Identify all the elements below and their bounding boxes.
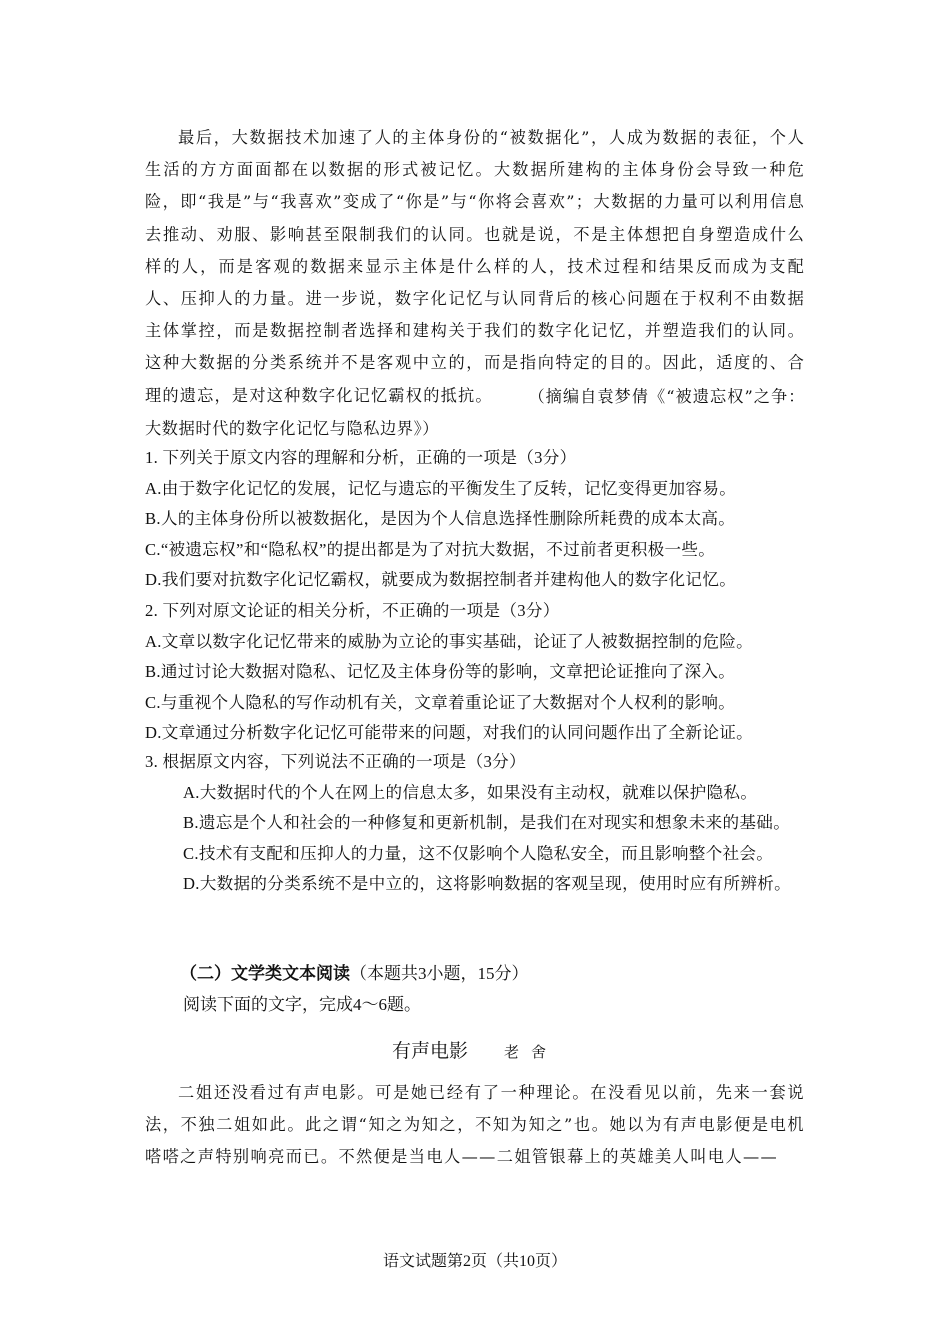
section-heading (180, 959, 529, 989)
question-3 (145, 747, 825, 900)
option-c[interactable]: C.技术有支配和压抑人的力量，这不仅影响个人隐私安全，而且影响整个社会。 (183, 843, 774, 863)
question-stem: 1. 下列关于原文内容的理解和分析，正确的一项是（3分） (145, 448, 577, 467)
question-stem: 2. 下列对原文论证的相关分析，不正确的一项是（3分） (145, 601, 560, 620)
option-c[interactable]: C.“被遗忘权”和“隐私权”的提出都是为了对抗大数据，不过前者更积极一些。 (145, 539, 716, 559)
question-2 (145, 596, 825, 749)
option-b[interactable]: B.人的主体身份所以被数据化，是因为个人信息选择性删除所耗费的成本太高。 (145, 509, 736, 528)
reading-instruction: 阅读下面的文字，完成4～6题。 (183, 995, 421, 1014)
story-title-line (0, 1037, 950, 1068)
option-b[interactable]: B.通过讨论大数据对隐私、记忆及主体身份等的影响，文章把论证推向了深入。 (145, 662, 736, 681)
option-d[interactable]: D.大数据的分类系统不是中立的，这将影响数据的客观呈现，使用时应有所辨析。 (183, 874, 792, 893)
story-paragraph: 二姐还没看过有声电影。可是她已经有了一种理论。在没看见以前，先来一套说法，不独二姐如此。此之谓“知之为知之，不知为知之”也。她以为有声电影便是电机嗒嗒之声特别响亮而已。不然便是当电人——二姐管银幕上的英雄美人叫电人—— (145, 1083, 805, 1167)
story-author: 老舍 (504, 1045, 559, 1061)
page-footer: 语文试题第2页（共10页） (382, 1253, 567, 1270)
option-d[interactable]: D.我们要对抗数字化记忆霸权，就要成为数据控制者并建构他人的数字化记忆。 (145, 570, 737, 589)
passage-citation (145, 381, 805, 445)
option-c[interactable]: C.与重视个人隐私的写作动机有关，文章着重论证了大数据对个人权利的影响。 (145, 692, 736, 712)
passage-paragraph: 最后，大数据技术加速了人的主体身份的“被数据化”，人成为数据的表征，个人生活的方方面面都在以数据的形式被记忆。大数据所建构的主体身份会导致一种危险，即“我是”与“我喜欢”变成了“你是”与“你将会喜欢”；大数据的力量可以利用信息去推动、劝服、影响甚至限制我们的认同。也就是说，不是主体想把自身塑造成什么样的人，而是客观的数据来显示主体是什么样的人，技术过程和结果反而成为支配人、压抑人的力量。进一步说，数字化记忆与认同背后的核心问题在于权利不由数据主体掌控，而是数据控制者选择和建构关于我们的数字化记忆，并塑造我们的认同。这种大数据的分类系统并不是客观中立的，而是指向特定的目的。因此，适度的、合理的遗忘，是对这种数字化记忆霸权的抵抗。 (145, 128, 805, 405)
option-a[interactable]: A.文章以数字化记忆带来的威胁为立论的事实基础，论证了人被数据控制的危险。 (145, 631, 754, 651)
option-b[interactable]: B.遗忘是个人和社会的一种修复和更新机制，是我们在对现实和想象未来的基础。 (183, 813, 791, 832)
citation-text: （摘编自袁梦倩《“被遗忘权”之争：大数据时代的数字化记忆与隐私边界》） (145, 387, 805, 439)
option-a[interactable]: A.由于数字化记忆的发展，记忆与遗忘的平衡发生了反转，记忆变得更加容易。 (145, 478, 737, 498)
section-title: （二）文学类文本阅读 (180, 964, 350, 983)
option-d[interactable]: D.文章通过分析数字化记忆可能带来的问题，对我们的认同问题作出了全新论证。 (145, 723, 754, 742)
question-stem: 3. 根据原文内容，下列说法不正确的一项是（3分） (145, 752, 526, 771)
option-a[interactable]: A.大数据时代的个人在网上的信息太多，如果没有主动权，就难以保护隐私。 (183, 782, 758, 802)
section-note: （本题共3小题，15分） (350, 964, 529, 983)
question-1 (145, 443, 825, 596)
story-title: 有声电影 (391, 1041, 468, 1062)
